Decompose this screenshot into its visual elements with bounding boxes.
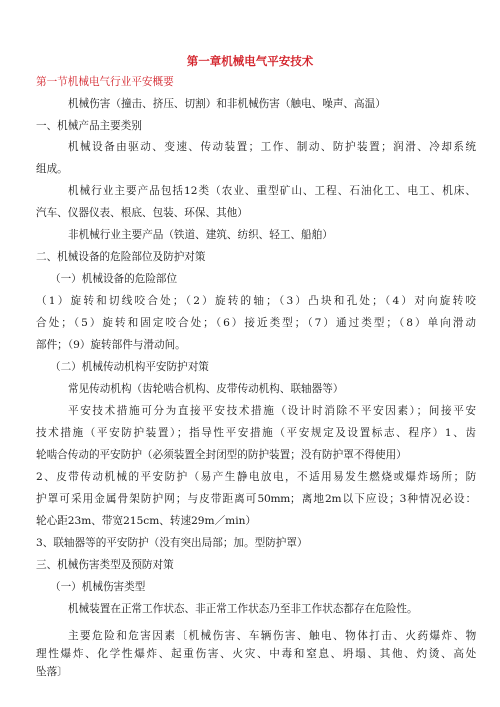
paragraph-line: 汽车、仪器仪表、根底、包装、环保、其他） bbox=[36, 207, 248, 219]
heading-3: 三、机械伤害类型及预防对策 bbox=[36, 559, 174, 571]
paragraph-line: 2、皮带传动机械的平安防护（易产生静电放电，不适用易发生燃烧或爆炸场所；防 bbox=[36, 471, 476, 483]
paragraph-line: 主要危险和危害因素〔机械伤害、车辆伤害、触电、物体打击、火药爆炸、物 bbox=[68, 630, 476, 642]
paragraph-line: 合处；（5）旋转和固定咬合处；（6）接近类型；（7）通过类型；（8）单向滑动 bbox=[36, 317, 476, 329]
paragraph-line: 部件；（9）旋转部件与滑动间。 bbox=[36, 339, 186, 351]
subheading: （一）机械设备的危险部位 bbox=[50, 273, 178, 285]
chapter-title: 第一章机械电气平安技术 bbox=[186, 54, 314, 68]
paragraph-line: 常见传动机构（齿轮啮合机构、皮带传动机构、联轴器等） bbox=[68, 383, 344, 395]
subheading: （一）机械伤害类型 bbox=[50, 581, 146, 593]
section-heading: 第一节机械电气行业平安概要 bbox=[36, 76, 174, 88]
heading-1: 一、机械产品主要类别 bbox=[36, 120, 142, 132]
paragraph-line: 轮啮合传动的平安防护（必须装置全封闭型的防护装置；没有防护罩不得使用） bbox=[36, 449, 407, 461]
subheading: （二）机械传动机构平安防护对策 bbox=[50, 361, 209, 373]
paragraph-line: 机械装置在正常工作状态、非正常工作状态乃至非工作状态都存在危险性。 bbox=[68, 603, 418, 615]
paragraph-line: 理性爆炸、化学性爆炸、起重伤害、火灾、中毒和窒息、坍塌、其他、灼烫、高处 bbox=[36, 648, 476, 660]
paragraph-line: 平安技术措施可分为直接平安技术措施（设计时消除不平安因素）；间接平安 bbox=[68, 405, 476, 417]
paragraph-line: 机械设备由驱动、变速、传动装置；工作、制动、防护装置；润滑、冷却系统 bbox=[68, 141, 476, 153]
paragraph-line: 组成。 bbox=[36, 163, 68, 175]
paragraph-line: 护罩可采用金属骨架防护网；与皮带距离可50mm；离地2m以下应设；3种情况必设： bbox=[36, 493, 476, 505]
paragraph-line: （1）旋转和切线咬合处；（2）旋转的轴；（3）凸块和孔处；（4）对向旋转咬 bbox=[36, 295, 476, 307]
paragraph-line: 机械伤害（撞击、挤压、切割）和非机械伤害（触电、噪声、高温） bbox=[68, 98, 386, 110]
paragraph-line: 机械行业主要产品包括12类（农业、重型矿山、工程、石油化工、电工、机床、 bbox=[68, 185, 476, 197]
paragraph-line: 轮心距23m、带宽215cm、转速29m／min） bbox=[36, 515, 257, 527]
paragraph-line: 3、联轴器等的平安防护（没有突出局部；加。型防护罩） bbox=[36, 537, 308, 549]
paragraph-line: 技术措施（平安防护装置）；指导性平安措施（平安规定及设置标志、程序）1、齿 bbox=[36, 427, 476, 439]
paragraph-line: 坠落〕 bbox=[36, 666, 68, 678]
paragraph-line: 非机械行业主要产品（铁道、建筑、纺织、轻工、船舶） bbox=[68, 229, 333, 241]
heading-2: 二、机械设备的危险部位及防护对策 bbox=[36, 251, 206, 263]
